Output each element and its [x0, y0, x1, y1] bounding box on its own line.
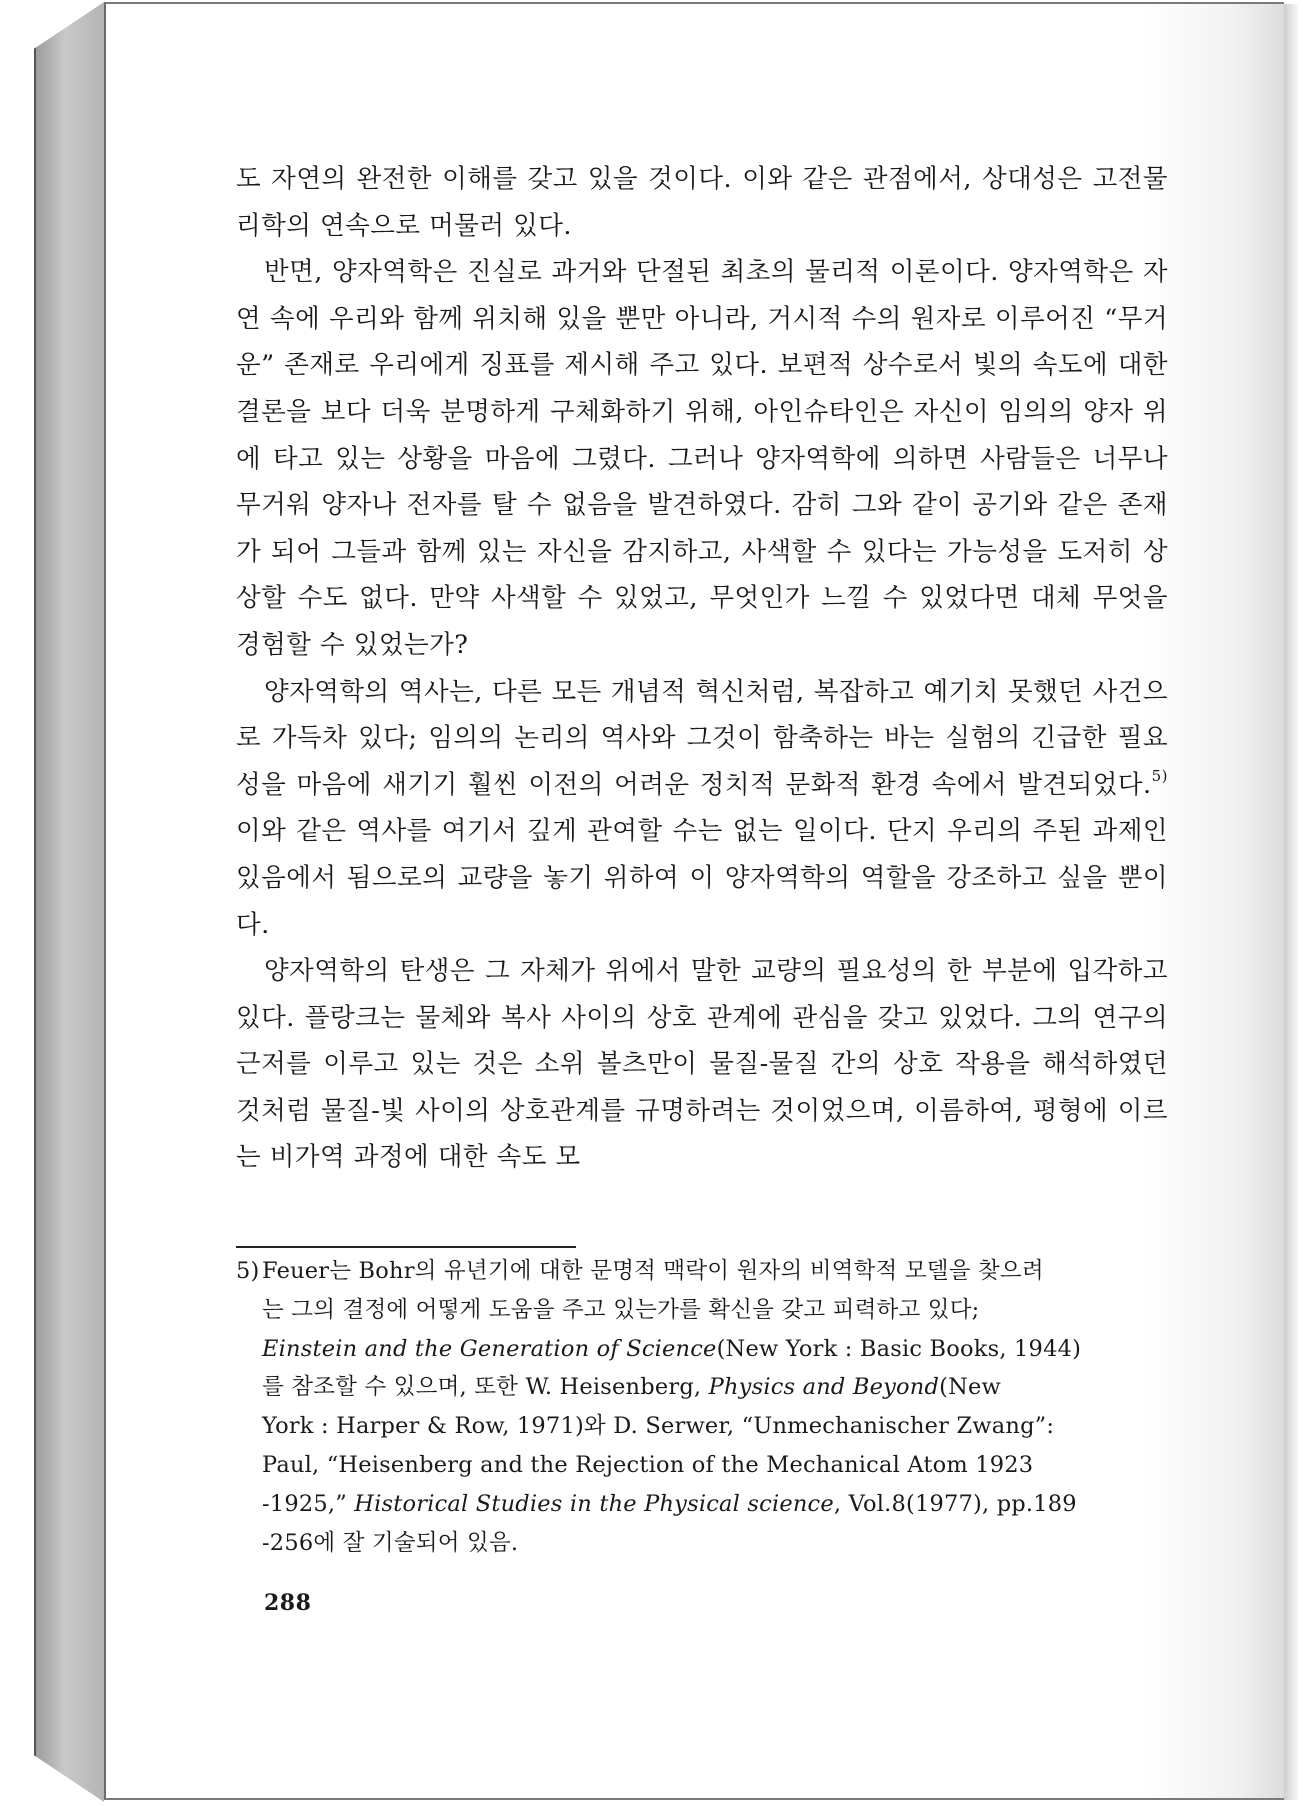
footnote-line-7-a: -1925,” [262, 1490, 355, 1517]
footnote-line-5: York : Harper & Row, 1971)와 D. Serwer, “Unmechanischer Zwang”: [262, 1413, 1055, 1440]
footnote-line-4-b: (New [939, 1374, 1001, 1401]
book-spine-edge [34, 2, 104, 1802]
footnote-book-title-2: Physics and Beyond [708, 1374, 940, 1401]
footnote-reference: 5) [1151, 767, 1168, 786]
page-number: 288 [264, 1590, 312, 1616]
paragraph-2: 반면, 양자역학은 진실로 과거와 단절된 최초의 물리적 이론이다. 양자역학은 자연 속에 우리와 함께 위치해 있을 뿐만 아니라, 거시적 수의 원자로 이루어진 “무거운” 존재로 우리에게 징표를 제시해 주고 있다. 보편적 상수로서 빛의 속도에 대한 결론을 보다 더욱 분명하게 구체화하기 위해, 아인슈타인은 자신이 임의의 양자 위에 타고 있는 상황을 마음에 그렸다. 그러나 양자역학에 의하면 사람들은 너무나 무거워 양자나 전자를 탈 수 없음을 발견하였다. 감히 그와 같이 공기와 같은 존재가 되어 그들과 함께 있는 자신을 감지하고, 사색할 수 있다는 가능성을 도저히 상상할 수도 없다. 만약 사색할 수 있었고, 무엇인가 느낄 수 있었다면 대체 무엇을 경험할 수 있었는가? [236, 257, 1168, 660]
footnote-line-8: -256에 잘 기술되어 있음. [262, 1529, 519, 1556]
paragraph-3-text-after: 이와 같은 역사를 여기서 깊게 관여할 수는 없는 일이다. 단지 우리의 주된 과제인 있음에서 됨으로의 교량을 놓기 위하여 이 양자역학의 역할을 강조하고 싶을 뿐이다. [236, 816, 1168, 940]
footnote-book-title-1: Einstein and the Generation of Science [262, 1335, 717, 1362]
body-text [236, 156, 1168, 1181]
footnote-line-4 [262, 1368, 1170, 1407]
footnote-marker: 5) [236, 1258, 260, 1284]
footnote-line-2: 는 그의 결정에 어떻게 도움을 주고 있는가를 확신을 갖고 피력하고 있다; [262, 1296, 980, 1323]
page-edge-shadow [1284, 4, 1298, 1800]
footnote-line-7-b: , Vol.8(1977), pp.189 [833, 1490, 1077, 1517]
footnote-line-4-a: 를 참조할 수 있으며, 또한 W. Heisenberg, [262, 1374, 709, 1401]
footnote-journal-title: Historical Studies in the Physical science [354, 1490, 834, 1517]
paragraph-4: 양자역학의 탄생은 그 자체가 위에서 말한 교량의 필요성의 한 부분에 입각하고 있다. 플랑크는 물체와 복사 사이의 상호 관계에 관심을 갖고 있었다. 그의 연구의 근저를 이루고 있는 것은 소위 볼츠만이 물질-물질 간의 상호 작용을 해석하였던 것처럼 물질-빛 사이의 상호관계를 규명하려는 것이었으며, 이름하여, 평형에 이르는 비가역 과정에 대한 속도 모 [236, 956, 1168, 1173]
footnote-divider [236, 1246, 576, 1248]
footnote-line-3 [262, 1330, 1170, 1369]
paragraph-3 [236, 669, 1168, 949]
paragraph-3-text-before: 양자역학의 역사는, 다른 모든 개념적 혁신처럼, 복잡하고 예기치 못했던 사건으로 가득차 있다; 임의의 논리의 역사와 그것이 함축하는 바는 실험의 긴급한 필요성을 마음에 새기기 훨씬 이전의 어려운 정치적 문화적 환경 속에서 발견되었다. [236, 676, 1168, 800]
footnote-line-7 [262, 1485, 1170, 1524]
footnote-line-6: Paul, “Heisenberg and the Rejection of the Mechanical Atom 1923 [262, 1451, 1034, 1478]
footnote-line-3-rest: (New York : Basic Books, 1944) [716, 1335, 1082, 1362]
paragraph-1: 도 자연의 완전한 이해를 갖고 있을 것이다. 이와 같은 관점에서, 상대성은 고전물리학의 연속으로 머물러 있다. [236, 164, 1168, 241]
footnote-line-1: Feuer는 Bohr의 유년기에 대한 문명적 맥락이 원자의 비역학적 모델을 찾으려 [262, 1258, 1044, 1284]
footnote [236, 1252, 1170, 1562]
